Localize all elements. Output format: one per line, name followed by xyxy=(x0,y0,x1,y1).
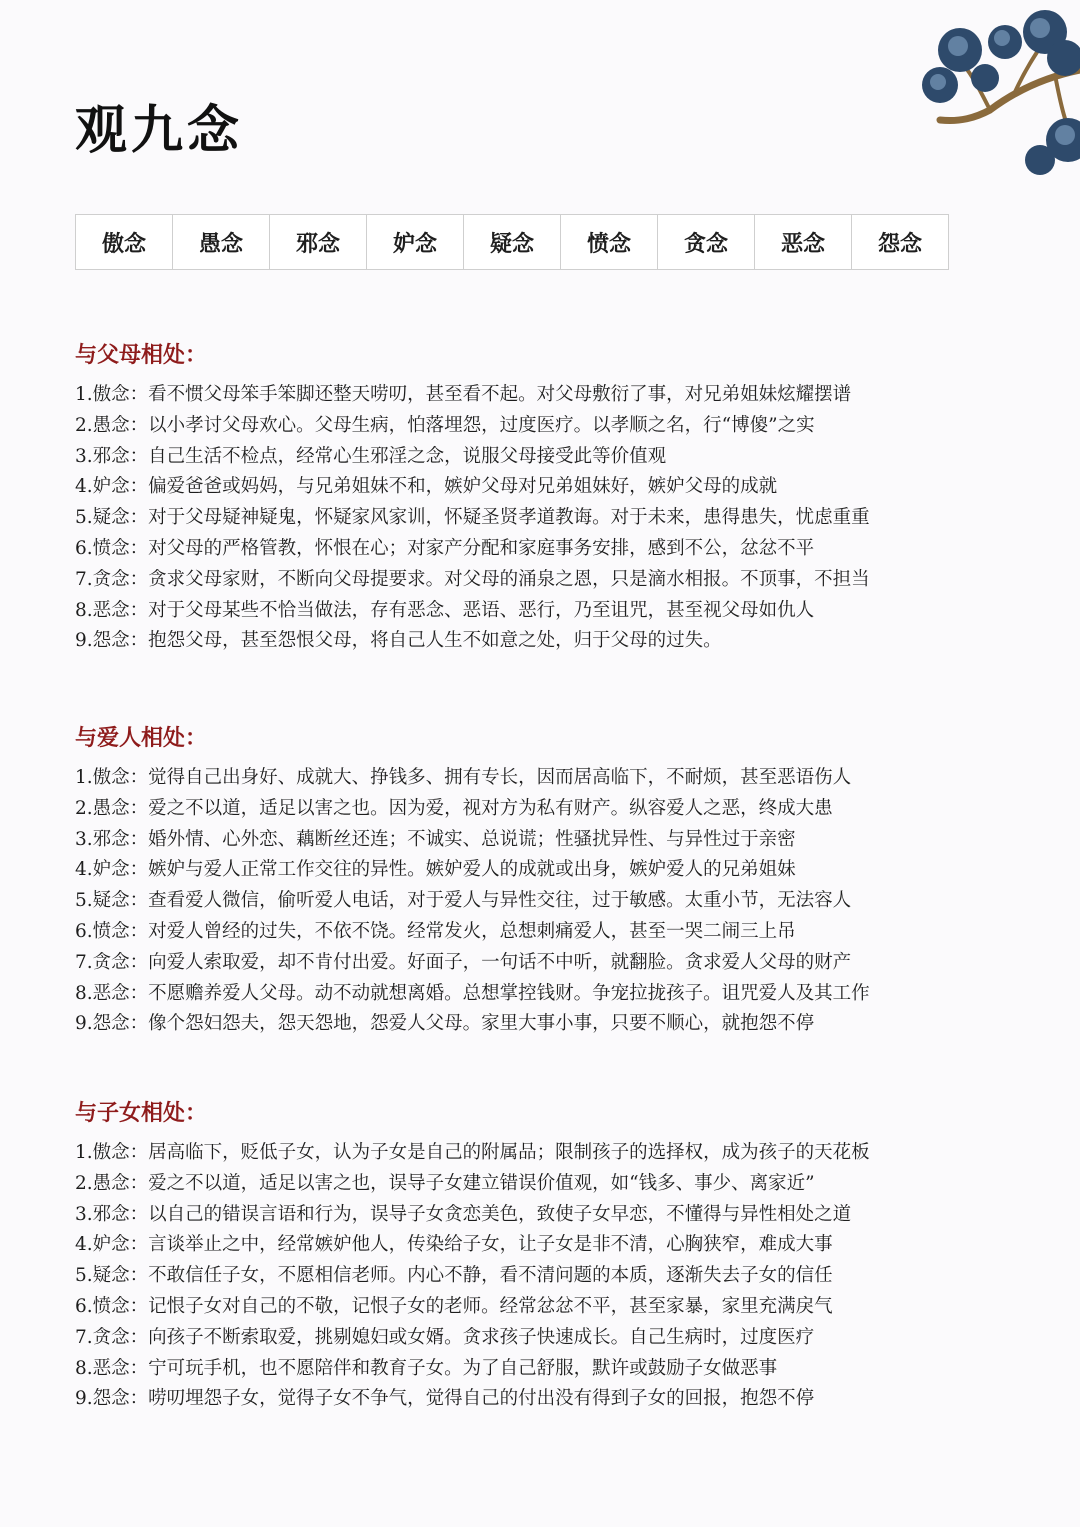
item-text: 对于父母某些不恰当做法，存有恶念、恶语、恶行，乃至诅咒，甚至视父母如仇人 xyxy=(148,599,815,621)
tab-yi-nian: 疑念 xyxy=(464,215,561,269)
list-item xyxy=(75,1292,1005,1323)
list-item xyxy=(75,565,1005,596)
item-text: 言谈举止之中，经常嫉妒他人，传染给子女，让子女是非不清，心胸狭窄，难成大事 xyxy=(148,1234,833,1256)
item-label: 8.恶念： xyxy=(75,599,149,621)
list-item xyxy=(75,979,1005,1010)
pine-branch-illustration xyxy=(840,0,1080,185)
item-text: 对于父母疑神疑鬼，怀疑家风家训，怀疑圣贤孝道教诲。对于未来，患得患失，忧虑重重 xyxy=(148,507,870,529)
item-text: 居高临下，贬低子女，认为子女是自己的附属品；限制孩子的选择权，成为孩子的天花板 xyxy=(148,1142,870,1163)
tab-ao-nian: 傲念 xyxy=(76,215,173,269)
list-item xyxy=(75,1200,1005,1231)
item-text: 向爱人索取爱，却不肯付出爱。好面子，一句话不中听，就翻脸。贪求爱人父母的财产 xyxy=(148,951,852,973)
item-text: 爱之不以道，适足以害之也。因为爱，视对方为私有财产。纵容爱人之恶，终成大患 xyxy=(148,797,833,819)
item-text: 贪求父母家财，不断向父母提要求。对父母的涌泉之恩，只是滴水相报。不顶事，不担当 xyxy=(148,568,870,590)
tab-fen-nian: 愤念 xyxy=(561,215,658,269)
item-text: 不愿赡养爱人父母。动不动就想离婚。总想掌控钱财。争宠拉拢孩子。诅咒爱人及其工作 xyxy=(148,982,870,1004)
nine-thoughts-table xyxy=(75,214,949,270)
list-item xyxy=(75,763,1005,794)
section-heading: 与父母相处： xyxy=(75,342,208,368)
section-spouse xyxy=(75,723,1005,1040)
item-text: 查看爱人微信，偷听爱人电话，对于爱人与异性交往，过于敏感。太重小节，无法容人 xyxy=(148,890,852,912)
item-label: 1.傲念： xyxy=(75,767,149,788)
list-item xyxy=(75,503,1005,534)
item-label: 2.愚念： xyxy=(75,1172,149,1194)
item-label: 9.怨念： xyxy=(75,1388,149,1410)
item-text: 觉得自己出身好、成就大、挣钱多、拥有专长，因而居高临下，不耐烦，甚至恶语伤人 xyxy=(148,767,852,788)
item-label: 5.疑念： xyxy=(75,890,149,912)
item-text: 唠叨埋怨子女，觉得子女不争气，觉得自己的付出没有得到子女的回报，抱怨不停 xyxy=(148,1388,815,1410)
list-item xyxy=(75,442,1005,473)
tab-tan-nian: 贪念 xyxy=(658,215,755,269)
list-item xyxy=(75,472,1005,503)
tab-xie-nian: 邪念 xyxy=(270,215,367,269)
item-text: 看不惯父母笨手笨脚还整天唠叨，甚至看不起。对父母敷衍了事，对兄弟姐妹炫耀摆谱 xyxy=(148,384,852,405)
item-text: 向孩子不断索取爱，挑剔媳妇或女婿。贪求孩子快速成长。自己生病时，过度医疗 xyxy=(148,1326,815,1348)
item-label: 1.傲念： xyxy=(75,1142,149,1163)
item-label: 8.恶念： xyxy=(75,1357,149,1379)
item-label: 3.邪念： xyxy=(75,445,149,467)
item-label: 4.妒念： xyxy=(75,1234,149,1256)
list-item xyxy=(75,1138,1005,1169)
list-item xyxy=(75,596,1005,627)
list-item xyxy=(75,1261,1005,1292)
page-title: 观九念 xyxy=(75,100,244,161)
list-item xyxy=(75,886,1005,917)
item-text: 嫉妒与爱人正常工作交往的异性。嫉妒爱人的成就或出身，嫉妒爱人的兄弟姐妹 xyxy=(148,859,796,881)
item-label: 6.愤念： xyxy=(75,920,149,942)
item-label: 8.恶念： xyxy=(75,982,149,1004)
tab-du-nian: 妒念 xyxy=(367,215,464,269)
list-item xyxy=(75,1230,1005,1261)
item-label: 4.妒念： xyxy=(75,859,149,881)
list-item xyxy=(75,917,1005,948)
item-label: 9.怨念： xyxy=(75,630,149,652)
item-label: 9.怨念： xyxy=(75,1013,149,1035)
section-heading: 与子女相处： xyxy=(75,1100,208,1126)
item-text: 像个怨妇怨夫，怨天怨地，怨爱人父母。家里大事小事，只要不顺心，就抱怨不停 xyxy=(148,1013,815,1035)
item-label: 7.贪念： xyxy=(75,951,149,973)
tab-yu-nian: 愚念 xyxy=(173,215,270,269)
list-item xyxy=(75,534,1005,565)
list-item xyxy=(75,1354,1005,1385)
section-parents xyxy=(75,340,1005,657)
item-label: 6.愤念： xyxy=(75,537,149,559)
section-children xyxy=(75,1098,1005,1415)
list-item xyxy=(75,380,1005,411)
list-item xyxy=(75,1384,1005,1415)
list-item xyxy=(75,794,1005,825)
item-text: 对父母的严格管教，怀恨在心；对家产分配和家庭事务安排，感到不公，忿忿不平 xyxy=(148,537,815,559)
list-item xyxy=(75,948,1005,979)
item-text: 以小孝讨父母欢心。父母生病，怕落埋怨，过度医疗。以孝顺之名，行“博傻”之实 xyxy=(148,414,815,436)
tab-e-nian: 恶念 xyxy=(755,215,852,269)
item-text: 记恨子女对自己的不敬，记恨子女的老师。经常忿忿不平，甚至家暴，家里充满戾气 xyxy=(148,1295,833,1317)
item-label: 2.愚念： xyxy=(75,797,149,819)
item-label: 4.妒念： xyxy=(75,476,149,498)
item-label: 1.傲念： xyxy=(75,384,149,405)
section-heading: 与爱人相处： xyxy=(75,725,208,751)
item-text: 宁可玩手机，也不愿陪伴和教育子女。为了自己舒服，默许或鼓励子女做恶事 xyxy=(148,1357,778,1379)
list-item xyxy=(75,855,1005,886)
list-item xyxy=(75,825,1005,856)
item-text: 自己生活不检点，经常心生邪淫之念，说服父母接受此等价值观 xyxy=(148,445,667,467)
list-item xyxy=(75,1323,1005,1354)
item-text: 对爱人曾经的过失，不依不饶。经常发火，总想刺痛爱人，甚至一哭二闹三上吊 xyxy=(148,920,796,942)
item-label: 3.邪念： xyxy=(75,828,149,850)
list-item xyxy=(75,1169,1005,1200)
tab-yuan-nian: 怨念 xyxy=(852,215,949,269)
list-item xyxy=(75,626,1005,657)
item-text: 抱怨父母，甚至怨恨父母，将自己人生不如意之处，归于父母的过失。 xyxy=(148,630,722,652)
list-item xyxy=(75,411,1005,442)
item-label: 7.贪念： xyxy=(75,1326,149,1348)
list-item xyxy=(75,1009,1005,1040)
item-label: 7.贪念： xyxy=(75,568,149,590)
item-text: 偏爱爸爸或妈妈，与兄弟姐妹不和，嫉妒父母对兄弟姐妹好，嫉妒父母的成就 xyxy=(148,476,778,498)
item-label: 2.愚念： xyxy=(75,414,149,436)
item-label: 5.疑念： xyxy=(75,507,149,529)
item-text: 爱之不以道，适足以害之也，误导子女建立错误价值观，如“钱多、事少、离家近” xyxy=(148,1172,815,1194)
item-label: 6.愤念： xyxy=(75,1295,149,1317)
item-label: 3.邪念： xyxy=(75,1203,149,1225)
item-label: 5.疑念： xyxy=(75,1265,149,1287)
item-text: 婚外情、心外恋、藕断丝还连；不诚实、总说谎；性骚扰异性、与异性过于亲密 xyxy=(148,828,796,850)
item-text: 不敢信任子女，不愿相信老师。内心不静，看不清问题的本质，逐渐失去子女的信任 xyxy=(148,1265,833,1287)
item-text: 以自己的错误言语和行为，误导子女贪恋美色，致使子女早恋，不懂得与异性相处之道 xyxy=(148,1203,852,1225)
